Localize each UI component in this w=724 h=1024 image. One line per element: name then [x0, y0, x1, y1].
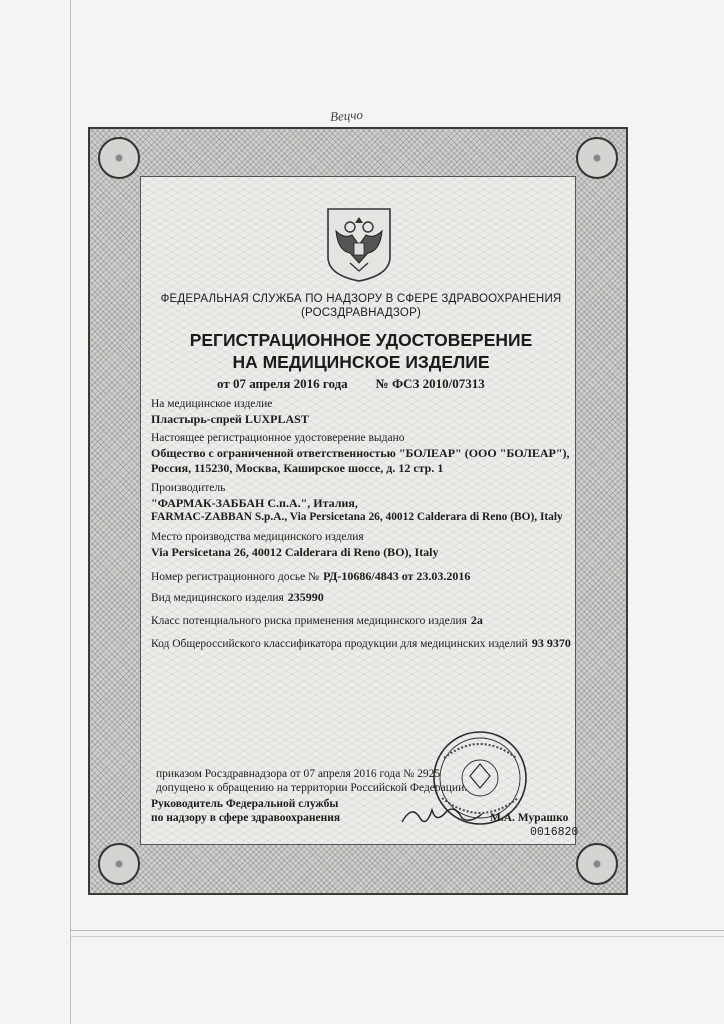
device-type-value: 235990: [287, 590, 324, 604]
ornament-corner: [576, 137, 618, 179]
manufacturer-value: "ФАРМАК-ЗАББАН С.п.А.", Италия,: [151, 496, 358, 510]
issue-date-line: [217, 376, 485, 392]
dossier-label: Номер регистрационного досье №: [151, 571, 320, 583]
okp-code-value: 93 9370: [531, 636, 571, 650]
dossier-value: РД-10686/4843 от 23.03.2016: [323, 569, 471, 583]
order-reference: приказом Росздравнадзора от 07 апреля 2016 года № 2925: [156, 768, 441, 780]
okp-code-label: Код Общероссийского классификатора продукции для медицинских изделий: [151, 638, 528, 650]
scan-page-edge: [70, 930, 724, 931]
document-subtitle: НА МЕДИЦИНСКОЕ ИЗДЕЛИЕ: [232, 352, 490, 372]
handwritten-note: Вецчо: [329, 106, 364, 125]
device-type-label: Вид медицинского изделия: [151, 592, 284, 604]
agency-name: ФЕДЕРАЛЬНАЯ СЛУЖБА ПО НАДЗОРУ В СФЕРЕ ЗДРАВООХРАНЕНИЯ: [160, 293, 562, 305]
signatory-name: М.А. Мурашко: [490, 812, 569, 824]
device-value: Пластырь-спрей LUXPLAST: [151, 412, 309, 426]
manufacturer-address: FARMAC-ZABBAN S.p.A., Via Persicetana 26, 40012 Calderara di Reno (BO), Italy: [151, 511, 563, 523]
issue-date: от 07 апреля 2016 года: [217, 376, 348, 391]
coat-of-arms-icon: [322, 205, 396, 283]
device-type-line: [151, 588, 324, 606]
ornament-corner: [98, 137, 140, 179]
agency-abbreviation: (РОСЗДРАВНАДЗОР): [301, 307, 421, 319]
manufacturer-label: Производитель: [151, 482, 226, 494]
issued-to-label: Настоящее регистрационное удостоверение выдано: [151, 432, 405, 444]
handwritten-signature: [398, 800, 488, 830]
ornament-corner: [576, 843, 618, 885]
risk-class-value: 2а: [470, 613, 483, 627]
scan-page-edge: [70, 0, 71, 1024]
document-title: РЕГИСТРАЦИОННОЕ УДОСТОВЕРЕНИЕ: [189, 330, 533, 350]
okp-code-line: [151, 634, 571, 652]
form-serial-number: 0016820: [530, 826, 579, 839]
device-label: На медицинское изделие: [151, 398, 273, 410]
production-site-label: Место производства медицинского изделия: [151, 531, 364, 543]
issued-to-address: Россия, 115230, Москва, Каширское шоссе, д. 12 стр. 1: [151, 461, 444, 475]
risk-class-line: [151, 611, 483, 629]
issued-to-value: Общество с ограниченной ответственностью "БОЛЕАР" (ООО "БОЛЕАР"),: [151, 446, 570, 460]
certificate-number: № ФСЗ 2010/07313: [375, 376, 485, 391]
admission-statement: допущено к обращению на территории Российской Федерации.: [156, 782, 468, 794]
signatory-title: Руководитель Федеральной службы: [151, 798, 339, 810]
ornament-corner: [98, 843, 140, 885]
scan-page-edge: [70, 936, 724, 937]
production-site-value: Via Persicetana 26, 40012 Calderara di Reno (BO), Italy: [151, 545, 439, 559]
signatory-title: по надзору в сфере здравоохранения: [151, 812, 341, 824]
risk-class-label: Класс потенциального риска применения медицинского изделия: [151, 615, 467, 627]
dossier-line: [151, 567, 470, 585]
